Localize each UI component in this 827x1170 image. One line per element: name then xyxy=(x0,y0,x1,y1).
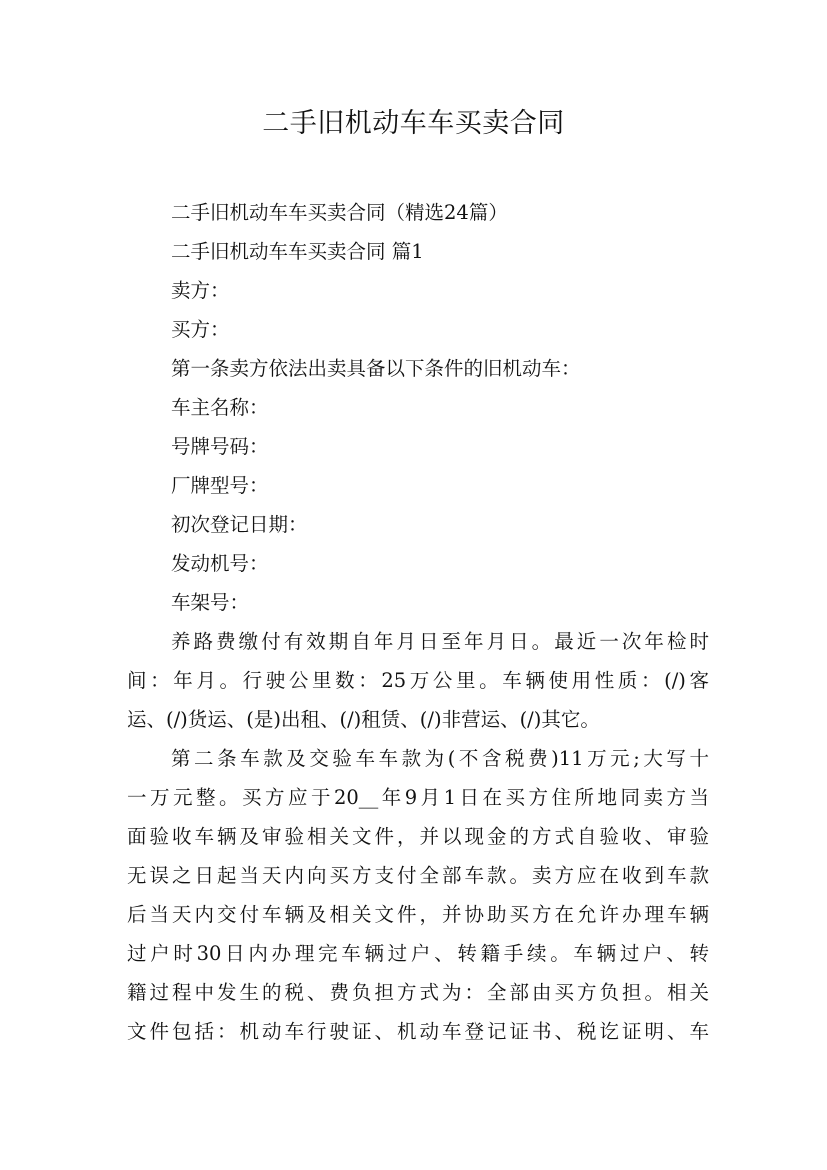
section-heading: 二手旧机动车车买卖合同 篇1 xyxy=(171,240,424,263)
paragraph-line: 文件包括：机动车行驶证、机动车登记证书、税讫证明、车 xyxy=(127,1020,709,1043)
paragraph-line: 间：年月。行驶公里数：25万公里。车辆使用性质：(/)客 xyxy=(127,669,709,692)
paragraph-line: 养路费缴付有效期自年月日至年月日。最近一次年检时 xyxy=(171,630,709,653)
paragraph-line: 后当天内交付车辆及相关文件，并协助买方在允许办理车辆 xyxy=(127,903,709,926)
buyer-field: 买方： xyxy=(171,318,230,341)
frame-number-field: 车架号： xyxy=(171,591,250,614)
paragraph-line: 一万元整。买方应于20__年9月1日在买方住所地同卖方当 xyxy=(127,786,709,809)
brand-model-field: 厂牌型号： xyxy=(171,474,269,497)
paragraph-line: 面验收车辆及审验相关文件，并以现金的方式自验收、审验 xyxy=(127,825,709,848)
paragraph-line: 第二条车款及交验车车款为(不含税费)11万元;大写十 xyxy=(171,747,709,770)
paragraph-line: 籍过程中发生的税、费负担方式为：全部由买方负担。相关 xyxy=(127,981,709,1004)
subtitle-line: 二手旧机动车车买卖合同（精选24篇） xyxy=(171,201,508,224)
paragraph-line: 无误之日起当天内向买方支付全部车款。卖方应在收到车款 xyxy=(127,864,709,887)
owner-name-field: 车主名称： xyxy=(171,396,269,419)
paragraph-line: 过户时30日内办理完车辆过户、转籍手续。车辆过户、转 xyxy=(127,942,709,965)
document-body xyxy=(127,193,709,1051)
document-title: 二手旧机动车车买卖合同 xyxy=(262,108,565,139)
engine-number-field: 发动机号： xyxy=(171,552,269,575)
first-registration-date-field: 初次登记日期： xyxy=(171,513,308,536)
plate-number-field: 号牌号码： xyxy=(171,435,269,458)
paragraph-line: 运、(/)货运、(是)出租、(/)租赁、(/)非营运、(/)其它。 xyxy=(127,708,600,731)
seller-field: 卖方： xyxy=(171,279,230,302)
article-one-heading: 第一条卖方依法出卖具备以下条件的旧机动车： xyxy=(171,357,581,380)
